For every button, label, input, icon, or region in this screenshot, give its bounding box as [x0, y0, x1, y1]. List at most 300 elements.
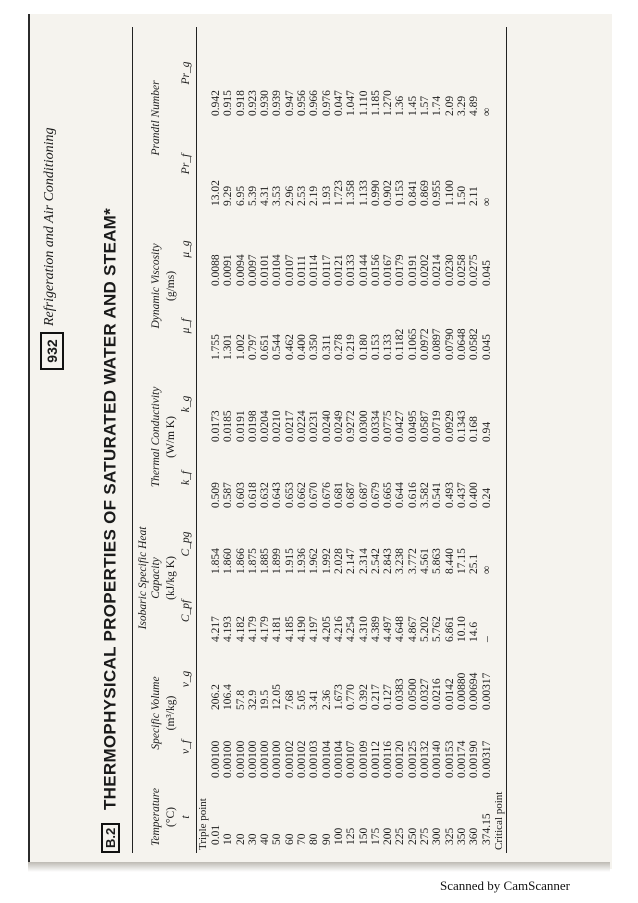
- cell-prg: 0.966: [308, 90, 321, 116]
- cell-kg: 0.168: [468, 416, 481, 442]
- table-row: [394, 27, 406, 853]
- cell-prg: 1.110: [357, 90, 370, 116]
- cell-vg: 206.2: [210, 684, 222, 710]
- book-title: Refrigeration and Air Conditioning: [42, 127, 57, 326]
- cell-cpf: 4.497: [382, 616, 395, 642]
- cell-cpg: 2.542: [369, 548, 382, 574]
- cell-kf: 0.679: [369, 482, 382, 508]
- table-row: [481, 27, 493, 853]
- cell-muf: 1.002: [234, 334, 247, 360]
- critical-point-label: Critical point: [492, 791, 505, 850]
- cell-prg: 0.918: [234, 90, 247, 116]
- running-header: [32, 30, 72, 370]
- cell-mug: 0.0144: [357, 254, 370, 286]
- cell-prf: 0.153: [394, 180, 407, 206]
- table-row: [271, 27, 283, 853]
- cell-mug: 0.0230: [443, 254, 456, 286]
- cell-mug: 0.0179: [394, 254, 407, 286]
- cell-kf: 0.681: [332, 482, 345, 508]
- cell-cpf: 4.389: [369, 616, 382, 642]
- cell-cpf: 5.202: [419, 616, 432, 642]
- cell-temperature: 100: [332, 827, 345, 845]
- cell-vg: 0.00880: [455, 672, 468, 710]
- cell-prg: 4.89: [468, 95, 481, 116]
- table-row: [247, 27, 259, 853]
- cell-mug: 0.0133: [345, 254, 358, 286]
- cell-prg: 0.942: [210, 90, 222, 116]
- cell-muf: 1.301: [222, 334, 235, 360]
- cell-prf: 0.955: [431, 180, 444, 206]
- cell-vg: 2.36: [320, 689, 333, 710]
- cell-prf: 2.19: [308, 185, 321, 206]
- table-row: [382, 27, 394, 853]
- table-row: [444, 27, 456, 853]
- table-row: [284, 27, 296, 853]
- cell-kg: 0.0300: [357, 410, 370, 442]
- cell-muf: 0.219: [345, 334, 358, 360]
- cell-cpg: 2.028: [332, 548, 345, 574]
- cell-cpf: 10.10: [455, 616, 468, 642]
- cell-cpf: –: [480, 636, 493, 642]
- cell-mug: 0.045: [480, 260, 493, 286]
- table-row: [235, 27, 247, 853]
- cell-vf: 0.00112: [369, 741, 382, 778]
- cell-mug: 0.0107: [283, 254, 296, 286]
- table-row: [431, 27, 443, 853]
- symbol-vf: v_f: [180, 739, 192, 755]
- cell-cpg: 1.915: [283, 548, 296, 574]
- cell-prg: 1.74: [431, 95, 444, 116]
- cell-temperature: 125: [345, 827, 358, 845]
- cell-muf: 0.045: [480, 334, 493, 360]
- cell-kf: 3.582: [419, 482, 432, 508]
- cell-kf: 0.618: [246, 482, 259, 508]
- cell-temperature: 360: [468, 827, 481, 845]
- cell-prf: 2.96: [283, 185, 296, 206]
- cell-cpg: 8.440: [443, 548, 456, 574]
- cell-prg: 1.270: [382, 90, 395, 116]
- cell-mug: 0.0117: [320, 254, 333, 286]
- table-row: [210, 27, 222, 853]
- table-row: [468, 27, 480, 853]
- cell-kf: 0.687: [345, 482, 358, 508]
- cell-vg: 7.68: [283, 689, 296, 710]
- cell-cpg: 3.238: [394, 548, 407, 574]
- cell-vf: 0.00104: [332, 740, 345, 778]
- cell-vg: 0.0500: [406, 678, 419, 710]
- cell-kg: 0.0427: [394, 410, 407, 442]
- cell-prg: 1.185: [369, 90, 382, 116]
- cell-prg: 1.45: [406, 95, 419, 116]
- cell-prf: 2.53: [296, 185, 309, 206]
- cell-kf: 0.437: [455, 482, 468, 508]
- cell-vf: 0.00107: [345, 740, 358, 778]
- cell-muf: 0.1065: [406, 328, 419, 360]
- table-row: [456, 27, 468, 853]
- cell-cpf: 6.861: [443, 616, 456, 642]
- cell-muf: 0.278: [332, 334, 345, 360]
- cell-vf: 0.00120: [394, 740, 407, 778]
- table-row: [370, 27, 382, 853]
- cell-prf: 1.93: [320, 185, 333, 206]
- cell-kg: 0.0334: [369, 410, 382, 442]
- cell-cpf: 4.216: [332, 616, 345, 642]
- cell-prf: 0.990: [369, 180, 382, 206]
- cell-vf: 0.00125: [406, 740, 419, 778]
- cell-cpf: 4.310: [357, 616, 370, 642]
- cell-muf: 0.544: [271, 334, 284, 360]
- cell-prg: 0.956: [296, 90, 309, 116]
- cell-vg: 0.770: [345, 684, 358, 710]
- cell-temperature: 50: [271, 833, 284, 845]
- cell-cpf: 4.205: [320, 616, 333, 642]
- cell-vg: 57.8: [234, 689, 247, 710]
- cell-cpg: 2.147: [345, 548, 358, 574]
- symbol-cpg: C_pg: [180, 531, 192, 557]
- cell-prg: 1.047: [345, 90, 358, 116]
- triple-point-row: [197, 27, 210, 853]
- symbol-prg: Pr_g: [180, 61, 192, 85]
- cell-prf: ∞: [480, 197, 493, 206]
- header-dynamic-viscosity: Dynamic Viscosity: [150, 243, 162, 329]
- cell-vg: 0.00694: [468, 672, 481, 710]
- cell-prf: 4.31: [259, 185, 272, 206]
- cell-kg: 0.0231: [308, 410, 321, 442]
- cell-vf: 0.00102: [296, 740, 309, 778]
- cell-prg: 3.29: [455, 95, 468, 116]
- cell-prf: 0.841: [406, 180, 419, 206]
- cell-kf: 0.644: [394, 482, 407, 508]
- cell-vf: 0.00100: [210, 740, 222, 778]
- cell-vf: 0.00103: [308, 740, 321, 778]
- cell-vg: 12.05: [271, 684, 284, 710]
- cell-temperature: 350: [455, 827, 468, 845]
- symbol-muf: μ_f: [180, 318, 192, 334]
- cell-vg: 0.0216: [431, 678, 444, 710]
- table-row: [407, 27, 419, 853]
- cell-temperature: 30: [246, 833, 259, 845]
- cell-muf: 0.0582: [468, 328, 481, 360]
- symbol-mug: μ_g: [180, 240, 192, 258]
- cell-cpf: 4.197: [308, 616, 321, 642]
- cell-mug: 0.0121: [332, 254, 345, 286]
- cell-muf: 0.0790: [443, 328, 456, 360]
- cell-mug: 0.0111: [296, 255, 309, 286]
- unit-heat-capacity: (kJ/kg K): [165, 556, 177, 600]
- table-row: [308, 27, 320, 853]
- cell-prf: 2.11: [468, 186, 481, 206]
- cell-mug: 0.0094: [234, 254, 247, 286]
- cell-vf: 0.00100: [246, 740, 259, 778]
- cell-vg: 19.5: [259, 689, 272, 710]
- cell-kg: 0.0210: [271, 410, 284, 442]
- cell-temperature: 200: [382, 827, 395, 845]
- cell-cpf: 4.179: [259, 616, 272, 642]
- cell-temperature: 40: [259, 833, 272, 845]
- cell-temperature: 325: [443, 827, 456, 845]
- cell-vf: 0.00116: [382, 741, 395, 778]
- unit-specific-volume: (m³/kg): [165, 695, 177, 731]
- symbol-prf: Pr_f: [180, 153, 192, 175]
- cell-temperature: 250: [406, 827, 419, 845]
- unit-temperature: (°C): [165, 807, 177, 827]
- cell-temperature: 275: [419, 827, 432, 845]
- cell-vg: 0.0142: [443, 678, 456, 710]
- cell-vf: 0.00104: [320, 740, 333, 778]
- cell-vf: 0.00100: [222, 740, 235, 778]
- cell-vf: 0.00102: [283, 740, 296, 778]
- cell-vf: 0.00100: [271, 740, 284, 778]
- cell-cpg: 3.772: [406, 548, 419, 574]
- cell-prg: 0.047: [332, 90, 345, 116]
- cell-vg: 0.0327: [419, 678, 432, 710]
- symbol-cpf: C_pf: [180, 599, 192, 623]
- symbol-kg: k_g: [180, 395, 192, 413]
- group-header-row: [136, 27, 164, 853]
- cell-prg: 1.36: [394, 95, 407, 116]
- cell-temperature: 20: [234, 833, 247, 845]
- cell-prf: 6.95: [234, 185, 247, 206]
- cell-temperature: 60: [283, 833, 296, 845]
- cell-vg: 0.00317: [480, 672, 493, 710]
- cell-prf: 9.29: [222, 185, 235, 206]
- cell-mug: 0.0088: [210, 254, 222, 286]
- cell-muf: 0.400: [296, 334, 309, 360]
- cell-prg: 0.947: [283, 90, 296, 116]
- cell-prg: 0.930: [259, 90, 272, 116]
- cell-vg: 0.0383: [394, 678, 407, 710]
- cell-vg: 0.127: [382, 684, 395, 710]
- symbol-t: t: [180, 815, 192, 819]
- cell-kf: 0.509: [210, 482, 222, 508]
- cell-muf: 0.153: [369, 334, 382, 360]
- cell-kg: 0.0204: [259, 410, 272, 442]
- cell-prf: 1.358: [345, 180, 358, 206]
- cell-kf: 0.665: [382, 482, 395, 508]
- cell-vg: 3.41: [308, 689, 321, 710]
- cell-kg: 0.0929: [443, 410, 456, 442]
- cell-cpg: 1.962: [308, 548, 321, 574]
- cell-kf: 0.493: [443, 482, 456, 508]
- cell-kg: 0.0495: [406, 410, 419, 442]
- cell-cpg: 2.843: [382, 548, 395, 574]
- cell-vg: 5.05: [296, 689, 309, 710]
- symbol-kf: k_f: [180, 470, 192, 485]
- cell-cpf: 4.867: [406, 616, 419, 642]
- cell-temperature: 0.01: [210, 824, 222, 845]
- cell-vf: 0.00174: [455, 740, 468, 778]
- cell-vf: 0.00100: [234, 740, 247, 778]
- cell-kf: 0.24: [480, 487, 493, 508]
- table-row: [333, 27, 345, 853]
- cell-cpf: 4.217: [210, 616, 222, 642]
- cell-prg: 0.915: [222, 90, 235, 116]
- header-heat-capacity: Isobaric Specific Heat Capacity: [137, 526, 162, 630]
- header-specific-volume: Specific Volume: [150, 676, 162, 750]
- cell-mug: 0.0156: [369, 254, 382, 286]
- cell-muf: 0.133: [382, 334, 395, 360]
- cell-vg: 0.217: [369, 684, 382, 710]
- cell-temperature: 374.15: [480, 813, 493, 845]
- cell-kg: 0.0240: [320, 410, 333, 442]
- cell-cpg: 4.561: [419, 548, 432, 574]
- cell-kf: 0.653: [283, 482, 296, 508]
- cell-prg: ∞: [480, 107, 493, 116]
- cell-muf: 1.755: [210, 334, 222, 360]
- cell-kf: 0.616: [406, 482, 419, 508]
- cell-temperature: 80: [308, 833, 321, 845]
- cell-kg: 0.0217: [283, 410, 296, 442]
- cell-mug: 0.0202: [419, 254, 432, 286]
- table-row: [345, 27, 357, 853]
- cell-mug: 0.0167: [382, 254, 395, 286]
- top-rule: [132, 27, 133, 853]
- cell-temperature: 300: [431, 827, 444, 845]
- cell-kg: 0.0249: [332, 410, 345, 442]
- triple-point-label: Triple point: [197, 798, 209, 850]
- unit-dynamic-viscosity: (g/ms): [165, 270, 177, 301]
- cell-temperature: 175: [369, 827, 382, 845]
- cell-vf: 0.00109: [357, 740, 370, 778]
- cell-temperature: 70: [296, 833, 309, 845]
- cell-kf: 0.670: [308, 482, 321, 508]
- cell-mug: 0.0258: [455, 254, 468, 286]
- cell-cpg: 5.863: [431, 548, 444, 574]
- cell-kg: 0.9272: [345, 410, 358, 442]
- cell-mug: 0.0097: [246, 254, 259, 286]
- cell-mug: 0.0275: [468, 254, 481, 286]
- cell-temperature: 90: [320, 833, 333, 845]
- cell-prf: 13.02: [210, 180, 222, 206]
- unit-thermal-conductivity: (W/m K): [165, 416, 177, 458]
- cell-kg: 0.94: [480, 421, 493, 442]
- cell-prf: 1.100: [443, 180, 456, 206]
- cell-prf: 5.39: [246, 185, 259, 206]
- cell-cpg: 1.936: [296, 548, 309, 574]
- cell-mug: 0.0191: [406, 254, 419, 286]
- cell-prg: 0.939: [271, 90, 284, 116]
- cell-prf: 0.902: [382, 180, 395, 206]
- cell-vg: 32.9: [246, 689, 259, 710]
- cell-kg: 0.0173: [210, 410, 222, 442]
- cell-prf: 1.133: [357, 180, 370, 206]
- table-body: [210, 27, 493, 853]
- critical-point-row: [493, 27, 506, 853]
- cell-cpf: 4.179: [246, 616, 259, 642]
- cell-mug: 0.0104: [271, 254, 284, 286]
- cell-cpg: 1.899: [271, 548, 284, 574]
- cell-muf: 0.0648: [455, 328, 468, 360]
- cell-prf: 3.53: [271, 185, 284, 206]
- table-row: [358, 27, 370, 853]
- table-row: [296, 27, 308, 853]
- cell-prg: 0.923: [246, 90, 259, 116]
- cell-kf: 0.541: [431, 482, 444, 508]
- table-row: [419, 27, 431, 853]
- cell-cpg: 2.314: [357, 548, 370, 574]
- cell-kf: 0.676: [320, 482, 333, 508]
- cell-prf: 1.723: [332, 180, 345, 206]
- table-tag: B.2: [101, 823, 120, 853]
- cell-muf: 0.1182: [394, 328, 407, 360]
- table-row: [321, 27, 333, 853]
- cell-kf: 0.400: [468, 482, 481, 508]
- cell-cpg: 17.15: [455, 548, 468, 574]
- cell-muf: 0.462: [283, 334, 296, 360]
- cell-cpg: ∞: [480, 565, 493, 574]
- cell-cpf: 4.185: [283, 616, 296, 642]
- cell-cpf: 5.762: [431, 616, 444, 642]
- cell-kg: 0.1343: [455, 410, 468, 442]
- header-prandtl-number: Prandtl Number: [150, 80, 162, 156]
- cell-cpf: 4.181: [271, 616, 284, 642]
- cell-mug: 0.0101: [259, 254, 272, 286]
- cell-kg: 0.0191: [234, 410, 247, 442]
- cell-cpg: 1.885: [259, 548, 272, 574]
- cell-cpf: 4.648: [394, 616, 407, 642]
- cell-vf: 0.00153: [443, 740, 456, 778]
- cell-cpf: 4.193: [222, 616, 235, 642]
- cell-cpg: 1.866: [234, 548, 247, 574]
- cell-kg: 0.0775: [382, 410, 395, 442]
- cell-vf: 0.00100: [259, 740, 272, 778]
- cell-vg: 106.4: [222, 684, 235, 710]
- cell-temperature: 225: [394, 827, 407, 845]
- cell-kf: 0.687: [357, 482, 370, 508]
- symbol-vg: v_g: [180, 670, 192, 688]
- cell-mug: 0.0214: [431, 254, 444, 286]
- unit-prandtl-number: [164, 27, 179, 209]
- properties-table: [136, 27, 507, 853]
- cell-cpg: 25.1: [468, 553, 481, 574]
- cell-cpf: 4.182: [234, 616, 247, 642]
- cell-vf: 0.00190: [468, 740, 481, 778]
- table-row: [259, 27, 271, 853]
- cell-vf: 0.00132: [419, 740, 432, 778]
- table-row: [222, 27, 234, 853]
- cell-vg: 1.673: [332, 684, 345, 710]
- cell-cpg: 1.992: [320, 548, 333, 574]
- cell-kg: 0.0198: [246, 410, 259, 442]
- cell-vg: 0.392: [357, 684, 370, 710]
- cell-temperature: 150: [357, 827, 370, 845]
- cell-prg: 0.976: [320, 90, 333, 116]
- header-thermal-conductivity: Thermal Conductivity: [150, 386, 162, 488]
- cell-cpg: 1.875: [246, 548, 259, 574]
- cell-kg: 0.0587: [419, 410, 432, 442]
- header-temperature: Temperature: [150, 788, 162, 846]
- cell-muf: 0.797: [246, 334, 259, 360]
- table-title-text: THERMOPHYSICAL PROPERTIES OF SATURATED WATER AND STEAM*: [100, 207, 120, 811]
- cell-temperature: 10: [222, 833, 235, 845]
- cell-cpf: 4.190: [296, 616, 309, 642]
- cell-muf: 0.651: [259, 334, 272, 360]
- cell-cpf: 14.6: [468, 621, 481, 642]
- cell-prf: 0.869: [419, 180, 432, 206]
- cell-kg: 0.0224: [296, 410, 309, 442]
- cell-kf: 0.632: [259, 482, 272, 508]
- table-title: [100, 33, 130, 853]
- units-header-row: [164, 27, 179, 853]
- symbol-header-row: [179, 27, 194, 853]
- cell-prf: 1.50: [455, 185, 468, 206]
- cell-kf: 0.603: [234, 482, 247, 508]
- cell-prg: 1.57: [419, 95, 432, 116]
- cell-vf: 0.00140: [431, 740, 444, 778]
- cell-mug: 0.0091: [222, 254, 235, 286]
- cell-muf: 0.350: [308, 334, 321, 360]
- cell-cpg: 1.860: [222, 548, 235, 574]
